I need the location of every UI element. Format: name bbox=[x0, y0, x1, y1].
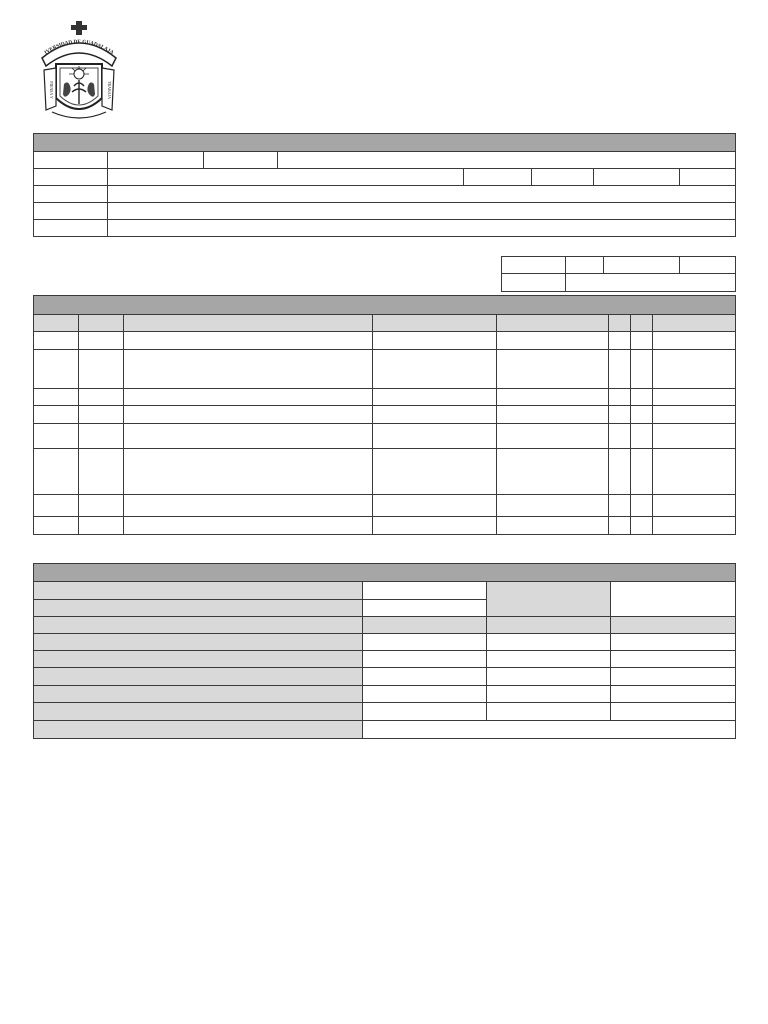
summary-value bbox=[363, 686, 487, 703]
period-cell bbox=[604, 257, 680, 274]
header-cell bbox=[532, 169, 594, 186]
summary-value bbox=[611, 668, 736, 686]
summary-value bbox=[611, 634, 736, 651]
header-cell bbox=[278, 152, 736, 169]
summary-value bbox=[363, 582, 487, 600]
header-cell bbox=[108, 152, 204, 169]
summary-title-bar bbox=[34, 564, 736, 582]
summary-value bbox=[487, 651, 611, 668]
summary-value bbox=[363, 668, 487, 686]
table-row bbox=[34, 332, 736, 350]
summary-value bbox=[487, 686, 611, 703]
column-header bbox=[373, 315, 497, 332]
header-cell bbox=[34, 169, 108, 186]
summary-subheader bbox=[487, 617, 611, 634]
summary-value bbox=[363, 703, 487, 721]
table-row bbox=[34, 350, 736, 389]
summary-subheader bbox=[611, 617, 736, 634]
summary-label bbox=[34, 600, 363, 617]
summary-value bbox=[363, 634, 487, 651]
summary-value bbox=[487, 634, 611, 651]
period-cell bbox=[502, 257, 566, 274]
header-cell bbox=[108, 186, 736, 203]
header-cell bbox=[108, 203, 736, 220]
summary-label bbox=[34, 703, 363, 721]
summary-label bbox=[34, 582, 363, 600]
header-cell bbox=[204, 152, 278, 169]
table-row bbox=[34, 495, 736, 517]
summary-label bbox=[34, 651, 363, 668]
column-header bbox=[124, 315, 373, 332]
courses-title-bar bbox=[34, 296, 736, 315]
header-info-title-bar bbox=[34, 134, 736, 152]
column-header bbox=[653, 315, 736, 332]
courses-table bbox=[33, 295, 736, 535]
header-cell bbox=[594, 169, 680, 186]
summary-label bbox=[34, 721, 363, 739]
svg-text:TRABAJA: TRABAJA bbox=[107, 80, 112, 100]
summary-value bbox=[363, 651, 487, 668]
header-info-table bbox=[33, 133, 736, 237]
header-cell bbox=[680, 169, 736, 186]
table-row bbox=[34, 406, 736, 424]
summary-value bbox=[611, 651, 736, 668]
period-info-table bbox=[501, 256, 736, 292]
summary-label bbox=[34, 634, 363, 651]
period-cell bbox=[566, 257, 604, 274]
summary-merged-cell bbox=[487, 582, 611, 617]
summary-label bbox=[34, 668, 363, 686]
header-cell bbox=[34, 152, 108, 169]
table-row bbox=[34, 517, 736, 535]
svg-text:UNIVERSIDAD DE GUADALAJARA: IVERSIDAD DE GUADALAJA bbox=[43, 38, 115, 56]
table-row bbox=[34, 424, 736, 449]
header-cell bbox=[34, 203, 108, 220]
summary-value bbox=[487, 668, 611, 686]
summary-value bbox=[487, 703, 611, 721]
column-header bbox=[497, 315, 609, 332]
summary-table bbox=[33, 563, 736, 739]
summary-subheader bbox=[34, 617, 363, 634]
seal-icon bbox=[38, 20, 120, 124]
university-seal-logo bbox=[38, 20, 120, 124]
summary-value bbox=[363, 600, 487, 617]
summary-total-value bbox=[363, 721, 736, 739]
header-cell bbox=[108, 169, 464, 186]
header-cell bbox=[34, 220, 108, 237]
summary-value bbox=[611, 686, 736, 703]
column-header bbox=[79, 315, 124, 332]
period-cell bbox=[680, 257, 736, 274]
period-cell bbox=[502, 274, 566, 292]
summary-label bbox=[34, 686, 363, 703]
summary-merged-value bbox=[611, 582, 736, 617]
column-header bbox=[34, 315, 79, 332]
header-cell bbox=[464, 169, 532, 186]
svg-text:PIENSA Y: PIENSA Y bbox=[49, 81, 54, 99]
summary-value bbox=[611, 703, 736, 721]
period-cell bbox=[566, 274, 736, 292]
table-row bbox=[34, 449, 736, 495]
summary-subheader bbox=[363, 617, 487, 634]
header-cell bbox=[108, 220, 736, 237]
column-header bbox=[609, 315, 631, 332]
header-cell bbox=[34, 186, 108, 203]
column-header bbox=[631, 315, 653, 332]
table-row bbox=[34, 389, 736, 406]
